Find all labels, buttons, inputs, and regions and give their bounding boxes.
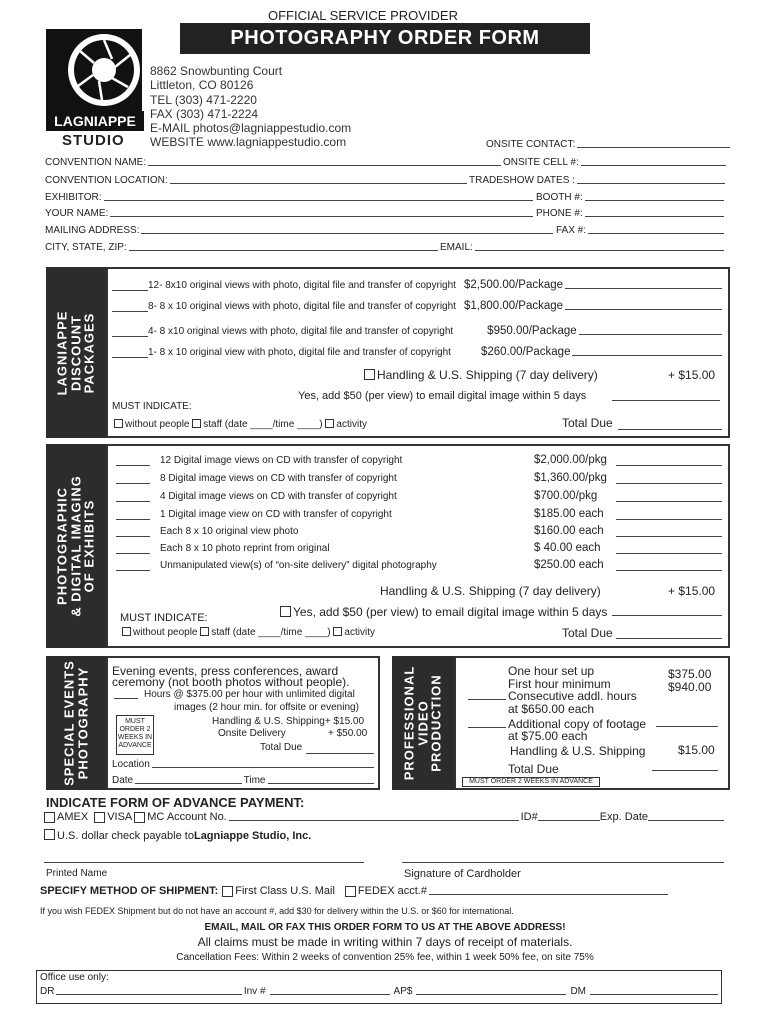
dr-field[interactable]	[56, 994, 241, 995]
special-events-section	[106, 656, 380, 790]
tradeshow-dates-field[interactable]	[577, 183, 725, 184]
account-number-field[interactable]	[229, 820, 519, 821]
city-state-zip-label: CITY, STATE, ZIP:	[45, 242, 127, 253]
qty-field[interactable]	[116, 570, 150, 571]
first-hour-price: $940.00	[668, 680, 712, 694]
must-order-badge: MUST ORDER 2 WEEKS IN ADVANCE	[116, 715, 154, 755]
tradeshow-dates-label: TRADESHOW DATES :	[469, 175, 575, 186]
item-price: $ 40.00 each	[534, 542, 601, 554]
without-people-checkbox[interactable]	[114, 419, 123, 428]
signature-field[interactable]	[402, 862, 724, 863]
fedex-account-field[interactable]	[429, 894, 668, 895]
payment-heading: INDICATE FORM OF ADVANCE PAYMENT:	[46, 795, 305, 810]
handling-label: Handling & U.S. Shipping	[510, 744, 646, 758]
video-production-sidebar: PROFESSIONAL VIDEO PRODUCTION	[392, 656, 454, 790]
website: WEBSITE www.lagniappestudio.com	[150, 135, 347, 150]
hours-note: images (2 hour min. for offsite or evening)	[174, 702, 359, 713]
onsite-delivery-price: + $50.00	[328, 728, 368, 739]
fax-label: FAX #:	[556, 225, 587, 236]
qty-field[interactable]	[112, 357, 148, 358]
inv-label: Inv #	[243, 986, 266, 997]
qty-field[interactable]	[112, 290, 148, 291]
your-name-label: YOUR NAME:	[45, 208, 109, 219]
qty-field[interactable]	[116, 483, 150, 484]
id-field[interactable]	[538, 820, 600, 821]
item-desc: Each 8 x 10 photo reprint from original	[160, 543, 330, 554]
shipment-heading: SPECIFY METHOD OF SHIPMENT:	[40, 885, 219, 897]
hours-field[interactable]	[114, 698, 138, 699]
special-events-desc-2: ceremony (not booth photos without people).	[112, 675, 350, 689]
first-class-checkbox[interactable]	[222, 886, 233, 897]
shipping-price: + $15.00	[668, 368, 716, 382]
email-label: EMAIL:	[440, 242, 473, 253]
qty-field[interactable]	[116, 519, 150, 520]
ap-field[interactable]	[416, 994, 566, 995]
item-desc: 1 Digital image view on CD with transfer of copyright	[160, 509, 392, 520]
without-people-checkbox[interactable]	[122, 627, 131, 636]
item-desc: 12 Digital image views on CD with transfer of copyright	[160, 455, 403, 466]
signature-label: Signature of Cardholder	[404, 868, 521, 880]
total-due-field[interactable]	[306, 753, 374, 754]
package-desc: 4- 8 x10 original views with photo, digital file and transfer of copyright	[148, 326, 454, 337]
logo-aperture-icon	[46, 29, 142, 111]
location-field[interactable]	[152, 767, 374, 768]
staff-checkbox[interactable]	[192, 419, 201, 428]
must-order-badge: MUST ORDER 2 WEEKS IN ADVANCE	[462, 777, 600, 787]
convention-name-label: CONVENTION NAME:	[45, 157, 147, 168]
item-price: $1,360.00/pkg	[534, 472, 607, 484]
shipping-checkbox[interactable]	[364, 369, 375, 380]
onsite-delivery-label: Onsite Delivery	[218, 728, 286, 739]
phone-number: TEL (303) 471-2220	[150, 92, 257, 107]
package-price: $260.00/Package	[480, 346, 571, 358]
convention-name-field[interactable]	[148, 165, 501, 166]
convention-location-label: CONVENTION LOCATION:	[45, 175, 168, 186]
convention-location-field[interactable]	[170, 183, 467, 184]
discount-packages-section: 12- 8x10 original views with photo, digital file and transfer of copyright $2,500.00/Package 8- 8 x 10 original views with photo, digital file and transfer of copyright $1,800.00/Package 4- 8 x10 original views with photo, digital file and transfer of copyright $950.00/Package 1- 8 x 10 original view with photo, digital file and transfer of copyright $260.00/Package Handling & U.S. Shipping (7 day delivery) + $15.00 Yes, add $50 (per view) to email digital image within 5 days MUST INDICATE: without people staff (date ____/time ____) activity Total Due	[106, 267, 730, 438]
package-desc: 1- 8 x 10 original view with photo, digital file and transfer of copyright	[148, 347, 451, 358]
special-events-sidebar: SPECIAL EVENTS PHOTOGRAPHY	[46, 656, 106, 790]
address-line2: Littleton, CO 80126	[150, 78, 254, 93]
inv-field[interactable]	[270, 994, 390, 995]
payee-name: Lagniappe Studio, Inc.	[193, 830, 312, 842]
address-line1: 8862 Snowbunting Court	[150, 64, 283, 78]
mailing-address-label: MAILING ADDRESS:	[45, 225, 140, 236]
qty-field[interactable]	[116, 465, 150, 466]
additional-label: Additional copy of footage	[508, 717, 647, 731]
your-name-field[interactable]	[110, 216, 533, 217]
setup-label: One hour set up	[508, 664, 595, 678]
setup-price: $375.00	[668, 667, 712, 681]
total-due-label: Total Due	[562, 626, 613, 640]
booth-label: BOOTH #:	[536, 192, 583, 203]
item-desc: Each 8 x 10 original view photo	[160, 526, 299, 537]
header-subtitle: OFFICIAL SERVICE PROVIDER	[268, 8, 458, 23]
location-label: Location	[112, 759, 150, 770]
time-field[interactable]	[268, 783, 375, 784]
item-price: $250.00 each	[534, 559, 604, 571]
first-hour-label: First hour minimum	[508, 677, 611, 691]
exp-date-field[interactable]	[648, 820, 724, 821]
footer-cancellation: Cancellation Fees: Within 2 weeks of convention 25% fee, within 1 week 50% fee, on site 75%	[176, 952, 594, 963]
consecutive-label: Consecutive addl. hours	[508, 689, 637, 703]
fedex-label: FEDEX acct.#	[357, 885, 427, 897]
onsite-cell-field[interactable]	[581, 165, 726, 166]
onsite-cell-label: ONSITE CELL #:	[503, 157, 579, 168]
package-desc: 12- 8x10 original views with photo, digital file and transfer of copyright	[148, 280, 456, 291]
mailing-address-field[interactable]	[141, 233, 553, 234]
handling-price: $15.00	[678, 743, 715, 757]
printed-name-field[interactable]	[44, 862, 364, 863]
ap-label: AP$	[393, 986, 413, 997]
footer-instructions: EMAIL, MAIL OR FAX THIS ORDER FORM TO US AT THE ABOVE ADDRESS!	[204, 922, 566, 933]
activity-checkbox[interactable]	[325, 419, 334, 428]
must-indicate-label: MUST INDICATE:	[112, 401, 192, 412]
logo-text-line2: STUDIO	[62, 132, 125, 149]
fax-field[interactable]	[588, 233, 724, 234]
fax-number: FAX (303) 471-2224	[150, 106, 259, 121]
digital-imaging-section: 12 Digital image views on CD with transfer of copyright $2,000.00/pkg 8 Digital image views on CD with transfer of copyright $1,360.00/pkg 4 Digital image views on CD with transfer of copyright $700.00/pkg 1 Digital image view on CD with transfer of copyright $185.00 each Each 8 x 10 original view photo $160.00 each Each 8 x 10 photo reprint from original $ 40.00 each Unmanipulated view(s) of “on-site delivery” digital photography $250.00 each Handling & U.S. Shipping (7 day delivery) + $15.00 MUST INDICATE: Yes, add $50 (per view) to email digital image within 5 days without people staff (date ____/time ____) activity Total Due	[106, 444, 730, 648]
email-option-label: Yes, add $50 (per view) to email digital image within 5 days	[298, 390, 587, 402]
email-option-field[interactable]	[612, 400, 720, 401]
dm-field[interactable]	[590, 994, 718, 995]
dm-label: DM	[570, 986, 586, 997]
qty-field[interactable]	[116, 536, 150, 537]
shipping-label: Handling & U.S. Shipping (7 day delivery)	[380, 584, 601, 598]
email-option-checkbox[interactable]	[280, 606, 291, 617]
package-desc: 8- 8 x 10 original views with photo, digital file and transfer of copyright	[148, 301, 456, 312]
onsite-contact-label: ONSITE CONTACT:	[486, 139, 576, 150]
id-label: ID#	[520, 811, 538, 823]
amex-checkbox[interactable]	[44, 812, 55, 823]
hours-label: Hours @ $375.00 per hour with unlimited digital	[144, 689, 355, 700]
qty-field[interactable]	[112, 311, 148, 312]
additional-price: at $75.00 each	[508, 729, 588, 743]
handling-label: Handling & U.S. Shipping+ $15.00	[212, 716, 365, 727]
digital-imaging-sidebar: PHOTOGRAPHIC & DIGITAL IMAGING OF EXHIBITS	[46, 444, 106, 648]
city-state-zip-field[interactable]	[129, 250, 438, 251]
date-label: Date	[112, 775, 134, 786]
check-checkbox[interactable]	[44, 829, 55, 840]
shipping-label: Handling & U.S. Shipping (7 day delivery)	[377, 368, 598, 382]
contact-block	[150, 64, 351, 150]
special-events-desc: Evening events, press conferences, award	[112, 664, 339, 678]
check-label: U.S. dollar check payable to	[57, 830, 194, 842]
video-production-section	[454, 656, 730, 790]
total-due-label: Total Due	[508, 762, 559, 776]
qty-field[interactable]	[116, 501, 150, 502]
logo-text-line1: LAGNIAPPE	[46, 111, 144, 131]
office-use-label: Office use only:	[40, 972, 109, 983]
shipping-price: + $15.00	[668, 584, 716, 598]
phone-field[interactable]	[585, 216, 724, 217]
phone-label: PHONE #:	[536, 208, 583, 219]
onsite-contact-field[interactable]	[577, 147, 730, 148]
office-use-box	[36, 970, 722, 1004]
page-title: PHOTOGRAPHY ORDER FORM	[180, 23, 590, 54]
total-due-field[interactable]	[618, 429, 722, 430]
mc-checkbox[interactable]	[134, 812, 145, 823]
fedex-note: If you wish FEDEX Shipment but do not have an account #, add $30 for delivery within the U.S. or $60 for international.	[40, 906, 514, 916]
printed-name-label: Printed Name	[46, 868, 108, 879]
consecutive-qty-field[interactable]	[468, 699, 506, 700]
consecutive-price: at $650.00 each	[508, 702, 595, 716]
booth-field[interactable]	[585, 200, 724, 201]
item-price: $160.00 each	[534, 525, 604, 537]
item-desc: Unmanipulated view(s) of “on-site delivery” digital photography	[160, 560, 437, 571]
visa-checkbox[interactable]	[94, 812, 105, 823]
email-field[interactable]	[475, 250, 724, 251]
exp-date-label: Exp. Date	[599, 811, 648, 823]
qty-field[interactable]	[112, 336, 148, 337]
company-logo	[46, 29, 144, 151]
discount-packages-sidebar: LAGNIAPPE DISCOUNT PACKAGES	[46, 267, 106, 438]
first-class-label: First Class U.S. Mail	[235, 885, 335, 897]
item-desc: 4 Digital image views on CD with transfer of copyright	[160, 491, 397, 502]
activity-checkbox[interactable]	[333, 627, 342, 636]
amex-label: AMEX	[57, 811, 89, 823]
total-due-label: Total Due	[260, 742, 303, 753]
mc-account-label: MC Account No.	[147, 811, 227, 823]
qty-field[interactable]	[116, 553, 150, 554]
total-due-field[interactable]	[652, 770, 718, 771]
item-price: $185.00 each	[534, 508, 604, 520]
email-option-field[interactable]	[612, 615, 722, 616]
package-price: $950.00/Package	[487, 325, 577, 337]
item-price: $2,000.00/pkg	[534, 454, 607, 466]
footer-claims: All claims must be made in writing within 7 days of receipt of materials.	[197, 935, 573, 949]
item-price: $700.00/pkg	[534, 490, 598, 502]
fedex-checkbox[interactable]	[345, 886, 356, 897]
item-desc: 8 Digital image views on CD with transfer of copyright	[160, 473, 397, 484]
email-address: E-MAIL photos@lagniappestudio.com	[150, 121, 352, 136]
exhibitor-label: EXHIBITOR:	[45, 192, 102, 203]
exhibitor-field[interactable]	[104, 200, 534, 201]
package-price: $2,500.00/Package	[463, 279, 564, 291]
package-price: $1,800.00/Package	[463, 300, 564, 312]
total-due-label: Total Due	[562, 416, 613, 430]
must-indicate-label: MUST INDICATE:	[120, 612, 208, 624]
time-label: Time	[243, 775, 266, 786]
date-field[interactable]	[135, 783, 242, 784]
dr-label: DR	[40, 986, 55, 997]
total-due-field[interactable]	[616, 638, 722, 639]
staff-checkbox[interactable]	[200, 627, 209, 636]
visa-label: VISA	[107, 811, 133, 823]
additional-qty-field[interactable]	[468, 727, 506, 728]
